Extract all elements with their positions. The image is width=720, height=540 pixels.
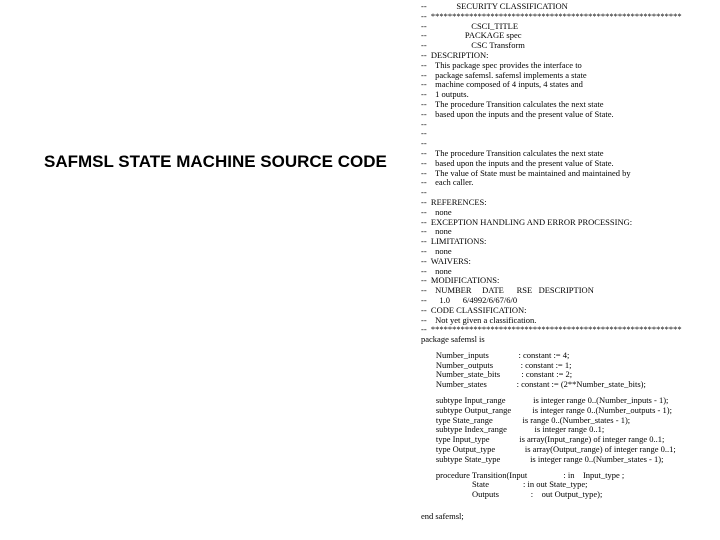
code-line: Number_outputs : constant := 1; <box>421 360 572 370</box>
code-line: -- NUMBER DATE RSE DESCRIPTION <box>421 286 594 296</box>
code-line: -- none <box>421 246 452 256</box>
code-line: -- WAIVERS: <box>421 256 471 266</box>
code-line: subtype State_type is integer range 0..(Number_states - 1); <box>421 454 664 464</box>
code-line: -- based upon the inputs and the present value of State. <box>421 158 614 168</box>
code-line: subtype Output_range is integer range 0..(Number_outputs - 1); <box>421 405 672 415</box>
slide-title: SAFMSL STATE MACHINE SOURCE CODE <box>44 152 387 171</box>
code-line: -- <box>421 119 427 129</box>
code-line: -- based upon the inputs and the present value of State. <box>421 109 614 119</box>
code-line: -- EXCEPTION HANDLING AND ERROR PROCESSING: <box>421 217 633 227</box>
code-line: -- <box>421 188 427 198</box>
footer-block <box>421 512 717 522</box>
code-line: State : in out State_type; <box>421 480 588 490</box>
code-line: -- *********************************************************** <box>421 11 682 21</box>
code-line: -- SECURITY CLASSIFICATION <box>421 2 568 11</box>
header-comment-block <box>421 2 717 345</box>
constants-block <box>421 351 717 390</box>
code-line: -- machine composed of 4 inputs, 4 states and <box>421 80 583 90</box>
code-line: end safemsl; <box>421 512 464 522</box>
code-line: -- Not yet given a classification. <box>421 315 537 325</box>
code-line: -- package safemsl. safemsl implements a state <box>421 70 587 80</box>
code-line: -- <box>421 139 427 149</box>
code-line: -- The procedure Transition calculates the next state <box>421 99 604 109</box>
code-line: -- LIMITATIONS: <box>421 237 487 247</box>
code-line: -- *********************************************************** <box>421 325 682 335</box>
code-line: type Output_type is array(Output_range) of integer range 0..1; <box>421 445 676 455</box>
code-line: -- This package spec provides the interface to <box>421 60 582 70</box>
code-line: -- none <box>421 266 452 276</box>
code-line: -- CSCI_TITLE <box>421 21 519 31</box>
code-line: -- none <box>421 207 452 217</box>
code-line: -- CODE CLASSIFICATION: <box>421 305 527 315</box>
types-block <box>421 396 717 465</box>
code-line: type State_range is range 0..(Number_states - 1); <box>421 415 631 425</box>
code-line: -- each caller. <box>421 178 474 188</box>
code-line: -- DESCRIPTION: <box>421 50 489 60</box>
code-line: -- none <box>421 227 452 237</box>
code-line: Number_states : constant := (2**Number_state_bits); <box>421 380 646 390</box>
procedure-block <box>421 471 717 500</box>
code-line: Number_inputs : constant := 4; <box>421 350 570 360</box>
code-line: Outputs : out Output_type); <box>421 490 603 500</box>
code-line: -- 1 outputs. <box>421 90 469 100</box>
code-line: Number_state_bits : constant := 2; <box>421 370 573 380</box>
source-code-listing <box>421 2 717 538</box>
code-line: subtype Input_range is integer range 0..(Number_inputs - 1); <box>421 396 669 406</box>
code-line: -- CSC Transform <box>421 41 525 51</box>
code-line: -- The value of State must be maintained and maintained by <box>421 168 631 178</box>
code-line: -- MODIFICATIONS: <box>421 276 500 286</box>
code-line: -- 1.0 6/4992/6/67/6/0 <box>421 295 518 305</box>
code-line: -- The procedure Transition calculates the next state <box>421 148 604 158</box>
code-line: type Input_type is array(Input_range) of integer range 0..1; <box>421 435 665 445</box>
code-line: -- REFERENCES: <box>421 197 487 207</box>
code-line: -- <box>421 129 427 139</box>
code-line: procedure Transition(Input : in Input_type ; <box>421 470 625 480</box>
code-line: subtype Index_range is integer range 0..1; <box>421 425 605 435</box>
code-line: -- PACKAGE spec <box>421 31 522 41</box>
code-line: package safemsl is <box>421 335 485 345</box>
